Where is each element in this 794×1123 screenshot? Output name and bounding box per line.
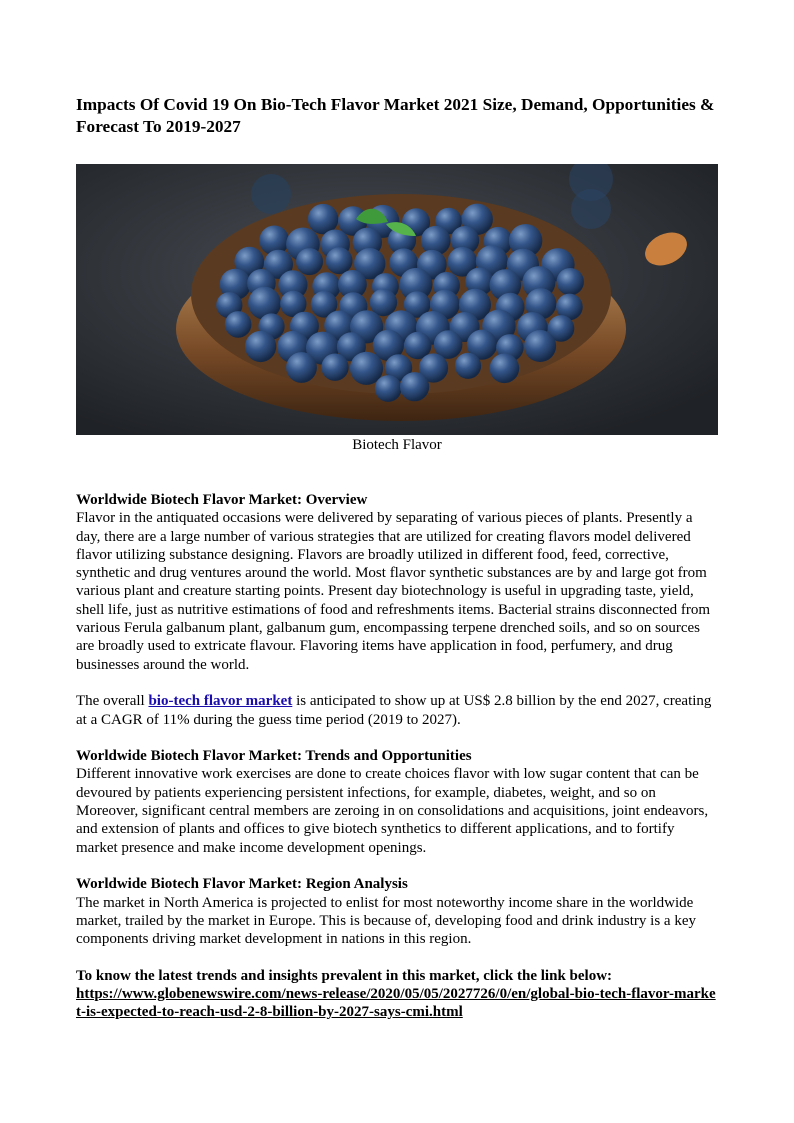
blueberry-shape: [524, 330, 556, 362]
cta-section: [76, 967, 718, 1022]
overview-section: [76, 491, 718, 674]
article-title: Impacts Of Covid 19 On Bio-Tech Flavor Market 2021 Size, Demand, Opportunities & Forecast To 2019-2027: [76, 95, 715, 136]
trends-section: [76, 747, 718, 857]
trends-heading: Worldwide Biotech Flavor Market: Trends and Opportunities: [76, 748, 472, 765]
globenewswire-link[interactable]: https://www.globenewswire.com/news-release/2020/05/05/2027726/0/en/global-bio-tech-flavor-market-is-expected-to-reach-usd-2-8-billion-by-2027-says-cmi.html: [76, 986, 716, 1021]
blueberry-bowl-photo: [76, 164, 718, 435]
blueberry-shape: [225, 311, 252, 338]
blueberry-shape: [375, 375, 402, 402]
blueberry-shape: [286, 352, 317, 383]
blueberry-shape: [321, 354, 348, 381]
blueberry-shape: [400, 372, 429, 401]
blueberry-shape: [557, 268, 584, 295]
image-caption: Biotech Flavor: [352, 437, 442, 453]
overview-text: Flavor in the antiquated occasions were delivered by separating of various pieces of plants. Presently a day, there are a large number of various strategies that are utilized for creating flavors model delivered flavor utilizing substance designing. Flavors are broadly utilized in different food, feed, corrective, synthetic and drug ventures around the world. Most flavor synthetic substances are by and large got from various plant and creature starting points. Present day biotechnology is useful in upgrading taste, yield, shell life, just as nutritive estimations of food and refreshments items. Bacterial strains disconnected from various Ferula galbanum plant, galbanum gum, encompassing terpene drenched soils, and so on sources are broadly used to extricate flavour. Flavoring items have application in food, perfumery, and drug businesses around the world.: [76, 510, 711, 673]
blueberry-shape: [490, 354, 520, 384]
trends-text: Different innovative work exercises are done to create choices flavor with low sugar content that can be devoured by patients experiencing persistent infections, for example, diabetes, weight, and so on Moreover, significant central members are zeroing in on consolidations and acquisitions, joint endeavors, and extension of plants and offices to give biotech synthetics to different applications, and to fortify market presence and make income development openings.: [76, 766, 709, 856]
blueberry-shape: [245, 331, 276, 362]
cta-heading: To know the latest trends and insights prevalent in this market, click the link below:: [76, 967, 613, 984]
market-size-suffix: is anticipated to show up at US$ 2.8 billion by the end 2027, creating at a CAGR of 11% during the guess time period (2019 to 2027).: [76, 693, 712, 728]
region-text: The market in North America is projected to enlist for most noteworthy income share in the worldwide market, trailed by the market in Europe. This is because of, developing food and drink industry is a key components driving market development in nations in this region.: [76, 894, 696, 948]
market-size-prefix: The overall: [76, 693, 149, 710]
bio-tech-flavor-market-link[interactable]: bio-tech flavor market: [148, 693, 293, 710]
article-body: [76, 491, 718, 1040]
blueberry-shape: [296, 248, 323, 275]
region-section: [76, 875, 718, 948]
market-size-paragraph: [76, 692, 718, 729]
blueberry-shape: [455, 353, 481, 379]
region-heading: Worldwide Biotech Flavor Market: Region Analysis: [76, 876, 408, 893]
blueberry-shape: [326, 247, 353, 274]
overview-heading: Worldwide Biotech Flavor Market: Overview: [76, 492, 368, 508]
